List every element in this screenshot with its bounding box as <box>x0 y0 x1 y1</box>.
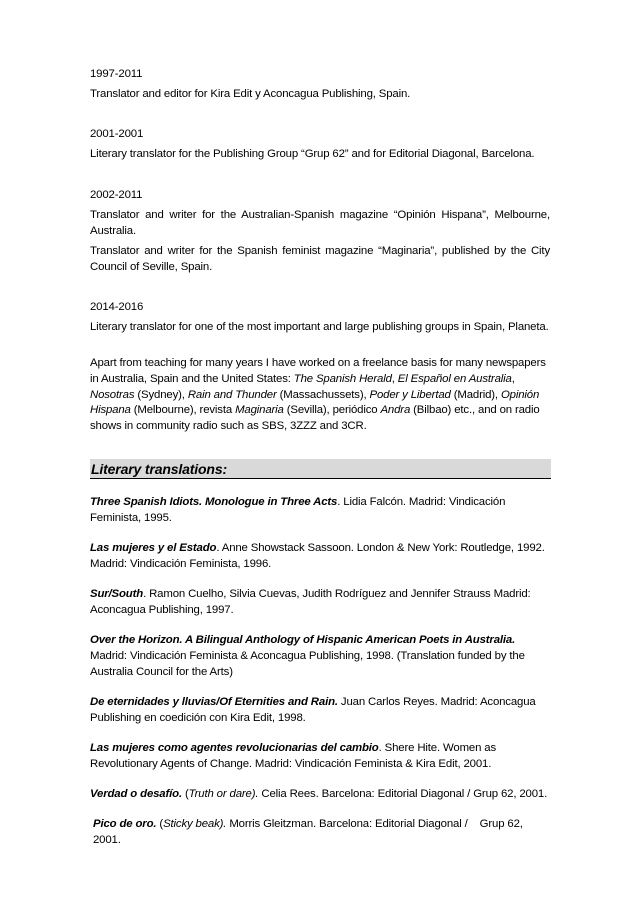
translation-details: ( <box>156 817 164 830</box>
translation-entry <box>90 740 550 772</box>
cv-page <box>90 66 550 848</box>
translation-entry <box>90 586 550 618</box>
experience-years: 2002-2011 <box>90 189 143 201</box>
freelance-text: (Melbourne), revista <box>130 404 236 417</box>
translation-title: Sur/South <box>90 587 144 600</box>
translation-details: . Anne Showstack Sassoon. London & New York: Routledge, 1992. Madrid: Vindicación Feminista, 1996. <box>90 541 545 570</box>
translation-entry <box>90 816 550 848</box>
publication-name: Opinión Hispana <box>90 388 540 417</box>
publication-name: El Español en Australia <box>397 372 512 385</box>
translation-title: Over the Horizon. A Bilingual Anthology of Hispanic American Poets in Australia. <box>90 633 516 646</box>
experience-entry-2014 <box>90 299 550 335</box>
publication-name: The Spanish Herald <box>293 372 392 385</box>
freelance-text: , <box>391 372 398 385</box>
translation-details: . Lidia Falcón. Madrid: Vindicación Feminista, 1995. <box>90 495 506 524</box>
freelance-text: (Bilbao) etc., and on radio shows in community radio such as SBS, 3ZZZ and 3CR. <box>90 404 540 433</box>
experience-entry-1997 <box>90 66 550 102</box>
translation-details: . Shere Hite. Women as Revolutionary Agents of Change. Madrid: Vindicación Feminista & Kira Edit, 2001. <box>90 741 497 770</box>
publication-name: Poder y Libertad <box>369 388 451 401</box>
translation-title: Verdad o desafío. <box>90 787 182 800</box>
experience-description: Translator and editor for Kira Edit y Aconcagua Publishing, Spain. <box>90 88 411 100</box>
freelance-text: Apart from teaching for many years I have worked on a freelance basis for many newspapers in Australia, Spain and the United States: <box>90 357 546 385</box>
experience-years: 2014-2016 <box>90 301 144 313</box>
freelance-paragraph <box>90 356 550 435</box>
translation-entry <box>90 632 550 680</box>
translation-title: Las mujeres como agentes revolucionarias del cambio <box>90 741 379 754</box>
freelance-text: (Sydney), <box>134 388 188 401</box>
experience-entry-2002 <box>90 187 550 275</box>
translation-entry <box>90 694 550 726</box>
freelance-text: (Sevilla), periódico <box>283 404 381 417</box>
freelance-text: (Massachussets), <box>276 388 370 401</box>
translation-original-title: Sticky beak). <box>163 817 227 830</box>
translation-details: ( <box>181 787 189 800</box>
experience-description: Translator and writer for the Spanish feminist magazine “Maginaria”, published by the City Council of Seville, Spain. <box>90 245 550 273</box>
translation-entry <box>90 494 550 526</box>
experience-years: 1997-2011 <box>90 68 143 80</box>
publication-name: Rain and Thunder <box>187 388 277 401</box>
translation-details: Madrid: Vindicación Feminista & Aconcagua Publishing, 1998. (Translation funded by the Australia Council for the Arts) <box>90 649 525 678</box>
translation-entry <box>90 540 550 572</box>
publication-name: Nosotras <box>90 388 135 401</box>
translation-original-title: Truth or dare). <box>188 787 259 800</box>
translation-details: Juan Carlos Reyes. Madrid: Aconcagua Publishing en coedición con Kira Edit, 1998. <box>90 695 536 724</box>
publication-name: Andra <box>380 404 411 417</box>
experience-description: Translator and writer for the Australian-Spanish magazine “Opinión Hispana”, Melbourne, Australia. <box>90 209 550 237</box>
translation-title: Three Spanish Idiots. Monologue in Three Acts <box>90 495 338 508</box>
translation-title: De eternidades y lluvias/Of Eternities and Rain. <box>90 695 338 708</box>
experience-description: Literary translator for the Publishing Group “Grup 62” and for Editorial Diagonal, Barcelona. <box>90 148 535 160</box>
translation-details: . Ramon Cuelho, Silvia Cuevas, Judith Rodríguez and Jennifer Strauss Madrid: Aconcagua Publishing, 1997. <box>90 587 531 616</box>
translation-details: Morris Gleitzman. Barcelona: Editorial Diagonal / Grup 62, 2001. <box>93 817 526 846</box>
publication-name: Maginaria <box>235 404 284 417</box>
freelance-text: , <box>511 372 515 385</box>
freelance-text: (Madrid), <box>450 388 501 401</box>
experience-description: Literary translator for one of the most important and large publishing groups in Spain, Planeta. <box>90 321 549 333</box>
section-heading-literary-translations: Literary translations: <box>90 459 551 479</box>
translation-title: Pico de oro. <box>93 817 157 830</box>
experience-entry-2001 <box>90 126 550 162</box>
translation-entry <box>90 786 550 802</box>
translation-details: Celia Rees. Barcelona: Editorial Diagonal / Grup 62, 2001. <box>258 787 548 800</box>
translation-title: Las mujeres y el Estado <box>90 541 217 554</box>
experience-years: 2001-2001 <box>90 128 144 140</box>
